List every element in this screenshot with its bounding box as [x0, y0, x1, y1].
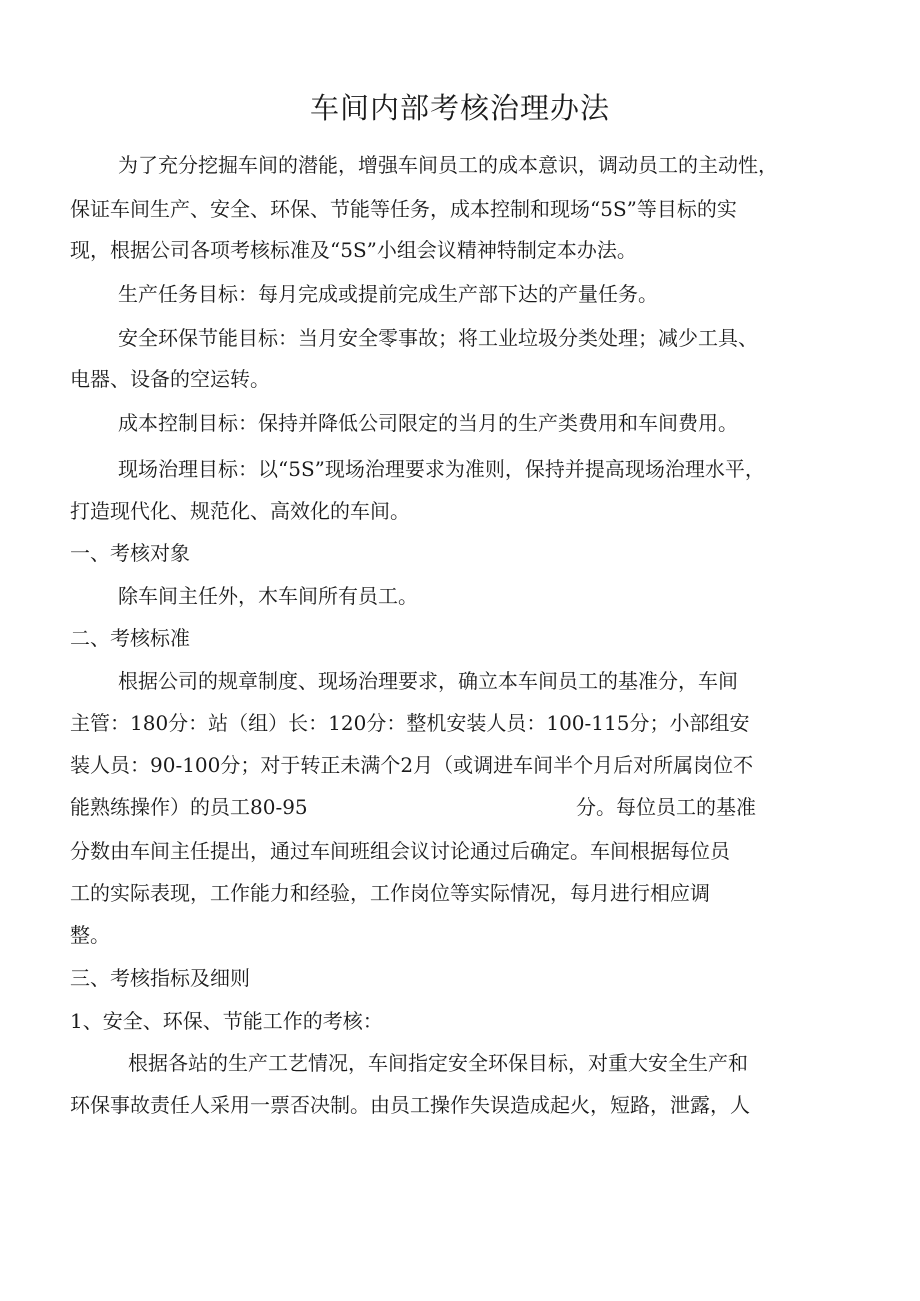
cost-goal-line: 成本控制目标：保持并降低公司限定的当月的生产类费用和车间费用。 — [118, 411, 738, 435]
subsection-1-line-1: 根据各站的生产工艺情况，车间指定安全环保目标，对重大安全生产和 — [128, 1051, 748, 1075]
section-2-line-4a: 能熟练操作）的员工80-95 — [70, 795, 308, 819]
paragraph-intro-line-2: 保证车间生产、安全、环保、节能等任务，成本控制和现场“5S”等目标的实 — [70, 197, 737, 221]
subsection-heading-1: 1、安全、环保、节能工作的考核： — [70, 1009, 383, 1033]
site-goal-line-1: 现场治理目标：以“5S”现场治理要求为准则，保持并提高现场治理水平， — [118, 457, 765, 481]
section-2-line-2: 主管：180分：站（组）长：120分：整机安装人员：100-115分；小部组安 — [70, 711, 750, 735]
paragraph-intro-line-1: 为了充分挖掘车间的潜能，增强车间员工的成本意识，调动员工的主动性， — [118, 153, 778, 177]
section-heading-3: 三、考核指标及细则 — [70, 966, 250, 990]
section-2-line-7: 整。 — [70, 923, 110, 947]
site-goal-line-2: 打造现代化、规范化、高效化的车间。 — [70, 499, 410, 523]
section-heading-1: 一、考核对象 — [70, 541, 190, 565]
section-heading-2: 二、考核标准 — [70, 626, 190, 650]
safety-goal-line-2: 电器、设备的空运转。 — [70, 367, 270, 391]
document-title: 车间内部考核治理办法 — [309, 91, 610, 125]
section-2-line-4b: 分。每位员工的基准 — [576, 795, 756, 819]
production-goal-line: 生产任务目标：每月完成或提前完成生产部下达的产量任务。 — [118, 282, 658, 306]
paragraph-intro-line-3: 现，根据公司各项考核标准及“5S”小组会议精神特制定本办法。 — [70, 238, 637, 262]
section-2-line-6: 工的实际表现，工作能力和经验，工作岗位等实际情况，每月进行相应调 — [70, 881, 710, 905]
section-2-line-1: 根据公司的规章制度、现场治理要求，确立本车间员工的基准分，车间 — [118, 669, 738, 693]
section-1-body: 除车间主任外，木车间所有员工。 — [118, 584, 418, 608]
safety-goal-line-1: 安全环保节能目标：当月安全零事故；将工业垃圾分类处理；减少工具、 — [118, 326, 758, 350]
section-2-line-3: 装人员：90-100分；对于转正未满个2月（或调进车间半个月后对所属岗位不 — [70, 753, 754, 777]
section-2-line-5: 分数由车间主任提出，通过车间班组会议讨论通过后确定。车间根据每位员 — [70, 839, 730, 863]
subsection-1-line-2: 环保事故责任人采用一票否决制。由员工操作失误造成起火，短路，泄露，人 — [70, 1093, 750, 1117]
